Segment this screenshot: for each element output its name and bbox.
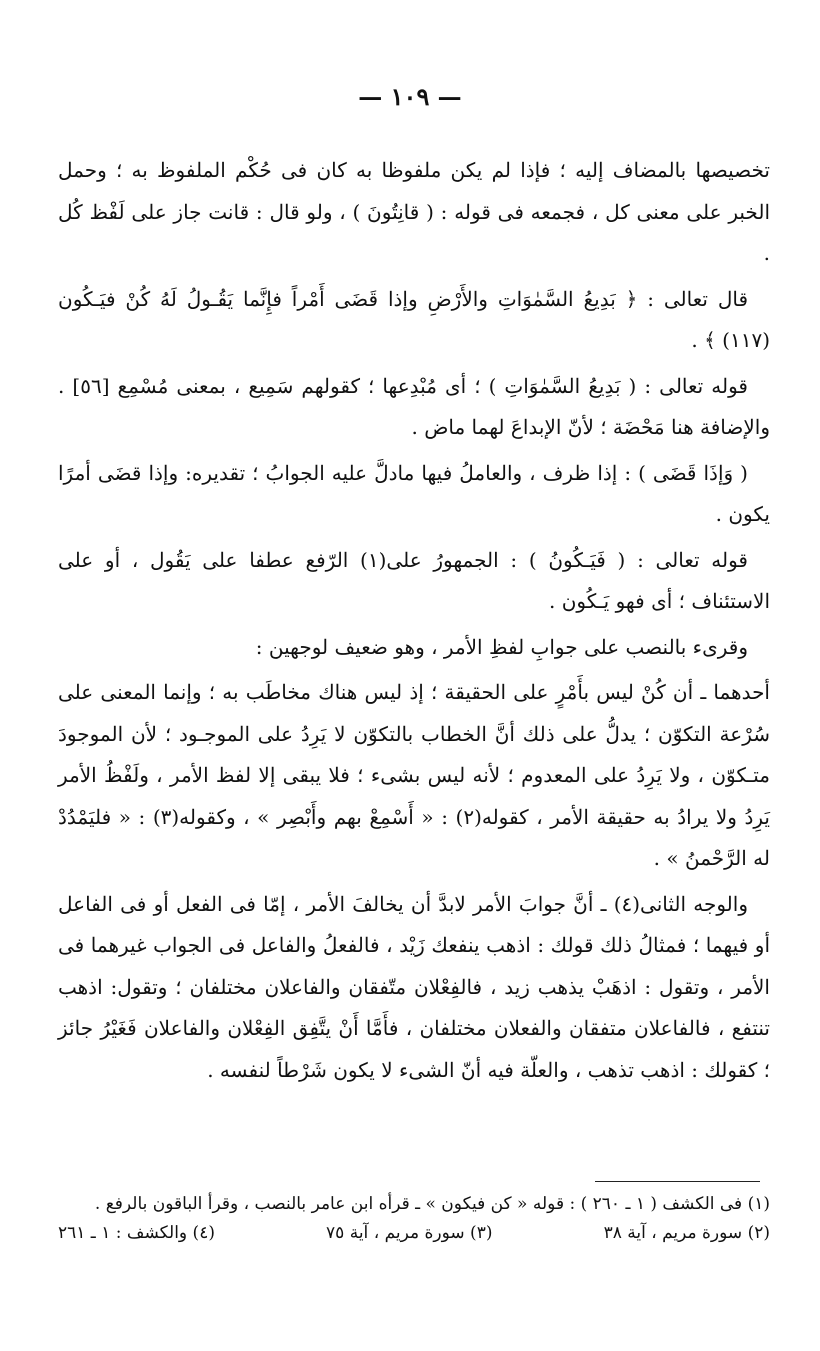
- paragraph-3: قوله تعالى : ( بَدِيعُ السَّمٰوَاتِ ) ؛ أى مُبْدِعها ؛ كقولهم سَمِيع ، بمعنى مُسْمِع [٥٦] . والإضافة هنا مَحْضَة ؛ لأنّ الإبداعَ لهما ماض .: [58, 373, 770, 439]
- paragraph-6: وقرىء بالنصب على جوابِ لفظِ الأمر ، وهو ضعيف لوجهين :: [255, 634, 748, 659]
- paragraph-4: ( وَإذَا قَضَى ) : إذا ظرف ، والعاملُ فيها مادلَّ عليه الجوابُ ؛ تقديره: وإذا قضَى أمرًا يكون .: [58, 460, 770, 526]
- footnote-3: (٣) سورة مريم ، آية ٧٥: [326, 1223, 493, 1243]
- footnote-2: (٢) سورة مريم ، آية ٣٨: [603, 1223, 770, 1243]
- footnote-4: (٤) والكشف : ١ ـ ٢٦١: [58, 1223, 215, 1243]
- footnote-separator: [595, 1181, 760, 1182]
- footnotes: [58, 1190, 770, 1248]
- footnote-refs-line: [58, 1219, 770, 1248]
- main-text: [58, 150, 770, 1095]
- paragraph-8: والوجه الثانى(٤) ـ أنَّ جوابَ الأمر لابدَّ أن يخالفَ الأمر ، إمّا فى الفعل أو فى الفاعل أو فيهما ؛ فمثالُ ذلك قولك : اذهب ينفعك زَيْد ، فالفعلُ والفاعل فى الجواب غيرهما فى الأمر ، وتقول : اذهَبْ يذهب زيد ، فالفِعْلان متّفقان والفاعلان مختلفان ؛ وتقول: اذهب تنتفع ، فالفاعلان متفقان والفعلان مختلفان ، فأَمَّا أَنْ يتَّفِق الفِعْلان والفاعلان فَغَيْرُ جائز ؛ كقولك : اذهب تذهب ، والعلّة فيه أنّ الشىء لا يكون شَرْطاً لنفسه .: [58, 891, 770, 1082]
- page-number: — ١٠٩ —: [358, 82, 462, 111]
- paragraph-7: أحدهما ـ أن كُنْ ليس بأَمْرٍ على الحقيقة ؛ إذ ليس هناك مخاطَب به ؛ وإنما المعنى على سُرْعة التكوّن ؛ يدلُّ على ذلك أنَّ الخطاب بالتكوّن لا يَرِدُ على الموجـود ؛ لأن الموجودَ متـكوّن ، ولا يَرِدُ على المعدوم ؛ لأنه ليس بشىء ؛ فلا يبقى إلا لفظ الأمر ، ولَفْظُ الأمر يَرِدُ ولا يرادُ به حقيقة الأمر ، كقوله(٢) : « أَسْمِعْ بهم وأَبْصِر » ، وكقوله(٣) : « فليَمْدُدْ له الرَّحْمنُ » .: [58, 680, 770, 870]
- footnote-1: (١) فى الكشف ( ١ ـ ٢٦٠ ) : قوله « كن فيكون » ـ قرأه ابن عامر بالنصب ، وقرأ الباقون بالرفع .: [94, 1194, 770, 1214]
- paragraph-1: تخصيصها بالمضاف إليه ؛ فإذا لم يكن ملفوظا به كان فى حُكْم الملفوظ به ؛ وحمل الخبر على معنى كل ، فجمعه فى قوله : ( قانِتُونَ ) ، ولو قال : قانت جاز على لَفْظ كُل .: [58, 158, 770, 265]
- paragraph-5: قوله تعالى : ( فَيَـكُونُ ) : الجمهورُ على(١) الرّفع عطفا على يَقُول ، أو على الاستئناف ؛ أى فهو يَـكُون .: [58, 547, 770, 613]
- paragraph-verse: قال تعالى : ﴿ بَدِيعُ السَّمٰوَاتِ والأَرْضِ وإذا قَضَى أَمْراً فإِنَّما يَقُـولُ لَهُ كُنْ فيَـكُون (١١٧) ﴾ .: [58, 286, 770, 352]
